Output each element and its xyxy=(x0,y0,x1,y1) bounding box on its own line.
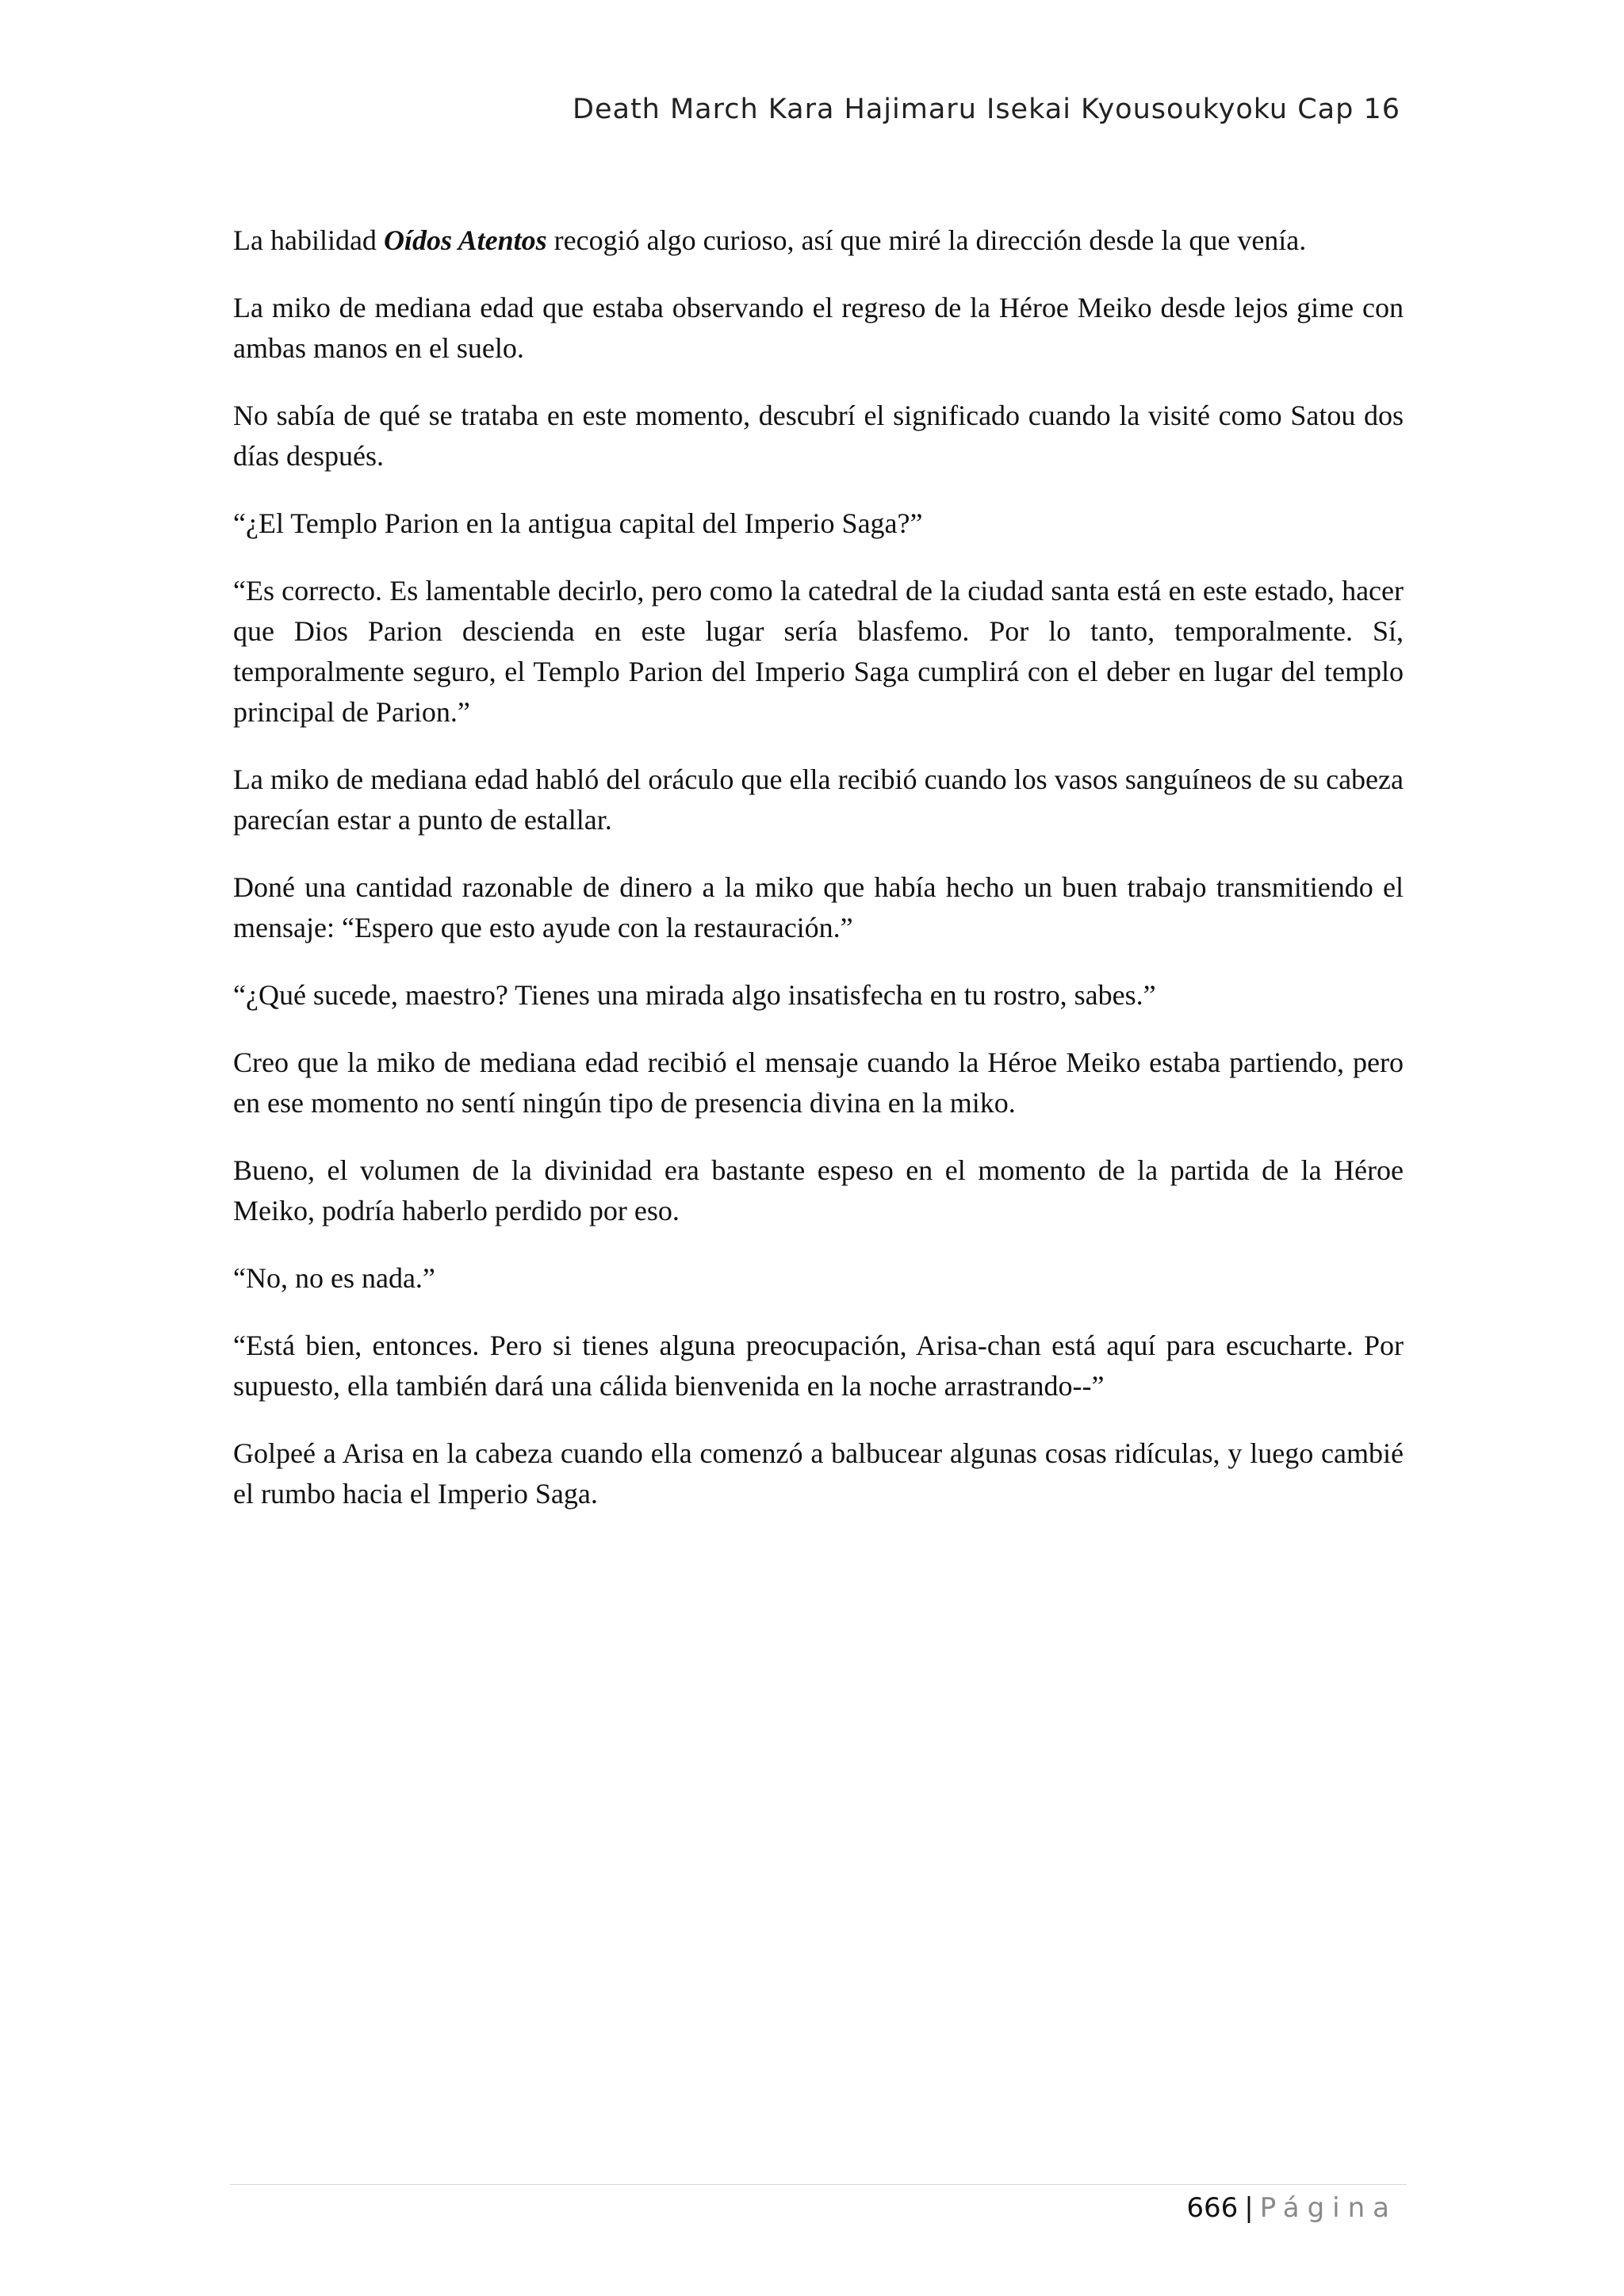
paragraph-1-lead: La habilidad xyxy=(233,224,384,256)
page-separator: | xyxy=(1244,2192,1254,2224)
paragraph-10: Bueno, el volumen de la divinidad era bastante espeso en el momento de la partida de la Héroe Meiko, podría haberlo perdido por eso. xyxy=(233,1154,1404,1226)
paragraph-3: No sabía de qué se trataba en este momento, descubrí el significado cuando la visité como Satou dos días después. xyxy=(233,400,1404,472)
page-footer xyxy=(1186,2192,1397,2224)
page-number: 666 xyxy=(1186,2192,1239,2224)
page-word: Página xyxy=(1259,2192,1397,2224)
paragraph-7: Doné una cantidad razonable de dinero a la miko que había hecho un buen trabajo transmitiendo el mensaje: “Espero que esto ayude con la restauración.” xyxy=(233,871,1404,943)
footer-divider xyxy=(230,2184,1407,2185)
paragraph-1-rest: recogió algo curioso, así que miré la dirección desde la que venía. xyxy=(546,224,1307,256)
paragraph-1 xyxy=(233,220,1404,261)
paragraph-13: Golpeé a Arisa en la cabeza cuando ella comenzó a balbucear algunas cosas ridículas, y luego cambié el rumbo hacia el Imperio Saga. xyxy=(233,1437,1404,1510)
paragraph-5: “Es correcto. Es lamentable decirlo, pero como la catedral de la ciudad santa está en este estado, hacer que Dios Parion descienda en este lugar sería blasfemo. Por lo tanto, temporalmente. Sí, temporalmente seguro, el Templo Parion del Imperio Saga cumplirá con el deber en lugar del templo principal de Parion.” xyxy=(233,575,1404,728)
paragraph-9: Creo que la miko de mediana edad recibió el mensaje cuando la Héroe Meiko estaba partiendo, pero en ese momento no sentí ningún tipo de presencia divina en la miko. xyxy=(233,1047,1404,1119)
paragraph-4: “¿El Templo Parion en la antigua capital del Imperio Saga?” xyxy=(233,507,923,539)
paragraph-12: “Está bien, entonces. Pero si tienes alguna preocupación, Arisa-chan está aquí para escucharte. Por supuesto, ella también dará una cálida bienvenida en la noche arrastrando--” xyxy=(233,1330,1404,1402)
paragraph-6: La miko de mediana edad habló del oráculo que ella recibió cuando los vasos sanguíneos de su cabeza parecían estar a punto de estallar. xyxy=(233,763,1404,836)
paragraph-11: “No, no es nada.” xyxy=(233,1262,435,1294)
body-text xyxy=(233,220,1404,1541)
running-header: Death March Kara Hajimaru Isekai Kyousoukyoku Cap 16 xyxy=(573,94,1400,125)
skill-name: Oídos Atentos xyxy=(383,224,547,256)
paragraph-2: La miko de mediana edad que estaba observando el regreso de la Héroe Meiko desde lejos gime con ambas manos en el suelo. xyxy=(233,292,1404,364)
paragraph-8: “¿Qué sucede, maestro? Tienes una mirada algo insatisfecha en tu rostro, sabes.” xyxy=(233,979,1156,1011)
